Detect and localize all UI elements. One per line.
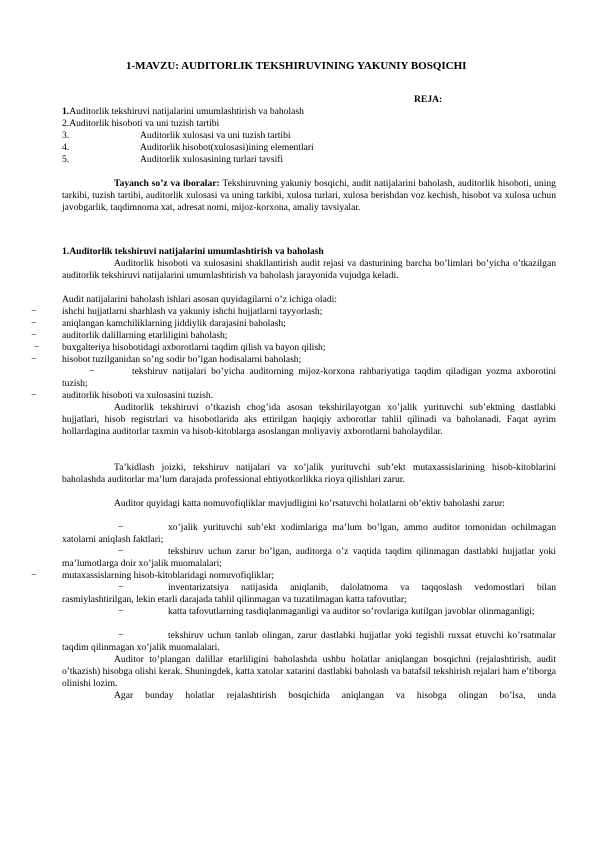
section-title: Auditorlik tekshiruvi natijalarini umumlashtirish va baholash xyxy=(69,246,324,257)
dash-marker: − xyxy=(31,354,37,365)
list-item: katta tafovutlarning tasdiqlanmaganligi va auditor so’rovlariga kutilgan javoblar olinmaganligi; xyxy=(168,606,535,617)
dash-marker: − xyxy=(118,522,124,533)
list-item: xo’jalik yurituvchi sub’ekt xodimlariga ma’lum bo’lgan, ammo auditor tomonidan ochilmagan xatolarni aniqlash faktlari; xyxy=(62,522,556,545)
plan-item-number: 3. xyxy=(62,130,70,141)
keywords-label: Tayanch so’z va iboralar: xyxy=(114,178,220,189)
dash-marker: − xyxy=(118,606,124,617)
section-number: 1. xyxy=(62,246,70,257)
list-item: hisobot tuzilganidan so’ng sodir bo’lgan hodisalarni baholash; xyxy=(62,354,302,365)
plan-item xyxy=(62,106,304,118)
plan-item-text: Auditorlik xulosasi va uni tuzish tartibi xyxy=(140,130,291,141)
plan-item-text: Auditorlik hisobot(xulosasi)ining elementlari xyxy=(140,142,314,153)
body-paragraph: Audit natijalarini baholash ishlari asosan quyidagilarni o’z ichiga oladi: xyxy=(62,294,337,305)
section-heading xyxy=(62,246,324,258)
list-item: inventarizatsiya natijasida aniqlanib, dalolatnoma va taqqoslash vedomostlari bilan rasmiylashtirilgan, lekin etarli darajada tahlil qilinmagan va tuzatilmagan katta tafovutlar; xyxy=(62,582,556,605)
body-paragraph: Auditor quyidagi katta nomuvofiqliklar mavjudligini ko’rsatuvchi holatlarni ob’ektiv baholashi zarur: xyxy=(114,498,505,509)
plan-item-text: Auditorlik hisoboti va uni tuzish tartibi xyxy=(69,118,220,129)
plan-item-number: 2. xyxy=(62,118,70,129)
body-paragraph: Ta’kidlash joizki, tekshiruv natijalari va xo’jalik yurituvchi sub’ekt mutaxassislarining hisob-kitoblarini baholashda auditorlar ma’lum darajada professional ehtiyotkorlikka rioya qilishlari zarur. xyxy=(62,462,556,485)
list-item: tekshiruv natijalari bo’yicha auditorning mijoz-korxona rahbariyatiga taqdim qiladigan yozma axborotini tuzish; xyxy=(62,366,556,389)
list-item: mutaxassislarning hisob-kitoblaridagi nomuvofiqliklar; xyxy=(62,570,275,581)
body-paragraph: Auditorlik tekshiruvi o’tkazish chog’ida asosan tekshirilayotgan xo’jalik yurituvchi sub’ektning dastlabki hujjatlari, hisob registrlari va hisobotlarida aks ettirilgan haqiqiy axborotlar tahlil qilinadi va baholanadi. Faqat ayrim hollardagina auditorlar taxmin va hisob-kitoblarga asoslangan moliyaviy axborotlarni baholaydilar. xyxy=(62,402,556,437)
dash-marker: − xyxy=(118,582,124,593)
dash-marker: − xyxy=(118,630,124,641)
plan-item xyxy=(62,118,219,130)
plan-item-number: 5. xyxy=(62,154,70,165)
dash-marker: − xyxy=(34,342,40,353)
dash-marker: − xyxy=(31,390,37,401)
body-paragraph: Agar bunday holatlar rejalashtirish bosqichida aniqlangan va hisobga olingan bo’lsa, unda xyxy=(114,690,556,701)
plan-item-number: 4. xyxy=(62,142,70,153)
list-item: auditorlik hisoboti va xulosasini tuzish. xyxy=(62,390,214,401)
list-item: aniqlangan kamchiliklarning jiddiylik darajasini baholash; xyxy=(62,318,286,329)
dash-marker: − xyxy=(31,330,37,341)
list-item: tekshiruv uchun zarur bo’lgan, auditorga o’z vaqtida taqdim qilinmagan dastlabki hujjatlar yoki ma’lumotlarga doir xo’jalik muomalalari; xyxy=(62,546,556,569)
list-item: buxgalteriya hisobotidagi axborotlarni taqdim qilish va bayon qilish; xyxy=(62,342,326,353)
list-item: ishchi hujjatlarni sharhlash va yakuniy ishchi hujjatlarni tayyorlash; xyxy=(62,306,323,317)
plan-item-number: 1. xyxy=(62,106,70,117)
dash-marker: − xyxy=(89,366,95,377)
body-paragraph: Auditor to’plangan dalillar etarliligini baholashda ushbu holatlar aniqlangan bosqichni (rejalashtirish, audit o’tkazish) hisobga olishi kerak. Shuningdek, katta xatolar xatarini dastlabki baholash va batafsil tekshirish rejalari ham e’tiborga olinishi lozim. xyxy=(62,654,556,689)
list-item: tekshiruv uchun tanlab olingan, zarur dastlabki hujjatlar yoki tegishli ruxsat etuvchi ko’rsatmalar taqdim qilinmagan xo’jalik muomalalari. xyxy=(62,630,556,653)
list-item: auditorlik dalillarning etarliligini baholash; xyxy=(62,330,228,341)
plan-item-text: Auditorlik tekshiruvi natijalarini umumlashtirish va baholash xyxy=(69,106,304,117)
dash-marker: − xyxy=(31,318,37,329)
dash-marker: − xyxy=(31,306,37,317)
keywords-paragraph xyxy=(62,178,556,214)
dash-marker: − xyxy=(31,570,37,581)
dash-marker: − xyxy=(118,546,124,557)
body-paragraph: Auditorlik hisoboti va xulosasini shakllantirish audit rejasi va dasturining barcha bo’limlari bo’yicha o’tkazilgan auditorlik tekshiruvi natijalarini umumlashtirish va baholash jarayonida vujudga keladi. xyxy=(62,258,556,281)
page-title: 1-MAVZU: AUDITORLIK TEKSHIRUVINING YAKUNIY BOSQICHI xyxy=(126,60,467,72)
keywords-text: Tekshiruvning yakuniy bosqichi, audit natijalarini baholash, auditorlik hisoboti, uning tarkibi, tuzish tartibi, auditorlik xulosasi va uning tarkibi, xulosa turlari, xulosa berishdan voz kechish, hisobot va xulosa uchun javobgarlik, taqdimnoma xat, adresat nomi, mijoz-korxona, amaliy tavsiyalar. xyxy=(62,178,556,213)
plan-item-text: Auditorlik xulosasining turlari tavsifi xyxy=(140,154,284,165)
plan-heading: REJA: xyxy=(414,94,443,105)
